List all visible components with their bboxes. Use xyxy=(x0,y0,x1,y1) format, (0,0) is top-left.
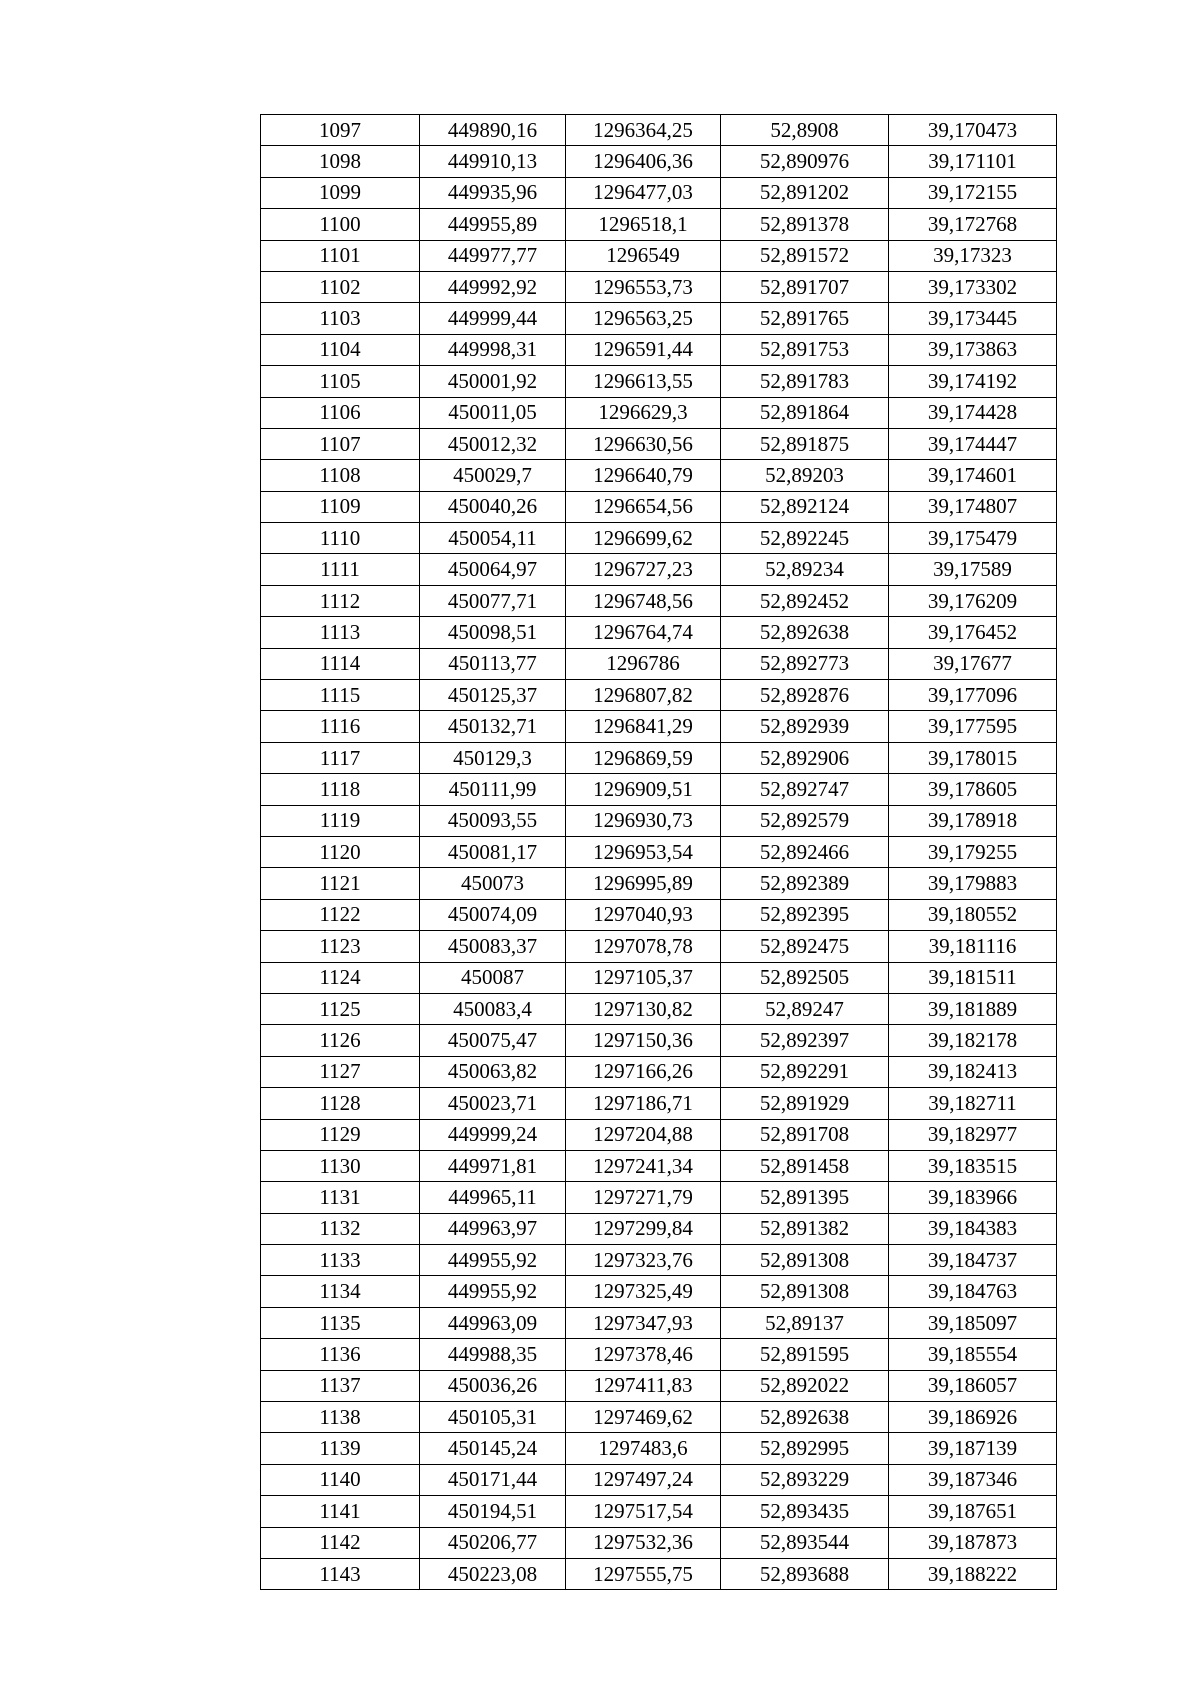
table-row xyxy=(261,899,1057,930)
latitude-cell: 52,892452 xyxy=(721,585,889,616)
table-row xyxy=(261,774,1057,805)
y-coordinate-cell: 1296364,25 xyxy=(566,115,721,146)
y-coordinate-cell: 1297105,37 xyxy=(566,962,721,993)
x-coordinate-cell: 450073 xyxy=(420,868,566,899)
x-coordinate-cell: 449910,13 xyxy=(420,146,566,177)
x-coordinate-cell: 449988,35 xyxy=(420,1339,566,1370)
point-number-cell: 1139 xyxy=(261,1433,420,1464)
table-row xyxy=(261,1558,1057,1589)
point-number-cell: 1125 xyxy=(261,993,420,1024)
coordinates-table-body xyxy=(261,115,1057,1590)
longitude-cell: 39,173445 xyxy=(889,303,1057,334)
table-row xyxy=(261,1088,1057,1119)
y-coordinate-cell: 1297378,46 xyxy=(566,1339,721,1370)
y-coordinate-cell: 1297532,36 xyxy=(566,1527,721,1558)
longitude-cell: 39,174428 xyxy=(889,397,1057,428)
point-number-cell: 1098 xyxy=(261,146,420,177)
longitude-cell: 39,187346 xyxy=(889,1464,1057,1495)
point-number-cell: 1108 xyxy=(261,460,420,491)
x-coordinate-cell: 450081,17 xyxy=(420,836,566,867)
longitude-cell: 39,17589 xyxy=(889,554,1057,585)
latitude-cell: 52,892638 xyxy=(721,617,889,648)
table-row xyxy=(261,1307,1057,1338)
longitude-cell: 39,177096 xyxy=(889,680,1057,711)
table-row xyxy=(261,303,1057,334)
latitude-cell: 52,891308 xyxy=(721,1245,889,1276)
longitude-cell: 39,182711 xyxy=(889,1088,1057,1119)
latitude-cell: 52,890976 xyxy=(721,146,889,177)
y-coordinate-cell: 1297517,54 xyxy=(566,1496,721,1527)
longitude-cell: 39,176209 xyxy=(889,585,1057,616)
longitude-cell: 39,184763 xyxy=(889,1276,1057,1307)
longitude-cell: 39,182413 xyxy=(889,1056,1057,1087)
longitude-cell: 39,181889 xyxy=(889,993,1057,1024)
x-coordinate-cell: 450129,3 xyxy=(420,742,566,773)
table-row xyxy=(261,1433,1057,1464)
y-coordinate-cell: 1297347,93 xyxy=(566,1307,721,1338)
point-number-cell: 1142 xyxy=(261,1527,420,1558)
point-number-cell: 1109 xyxy=(261,491,420,522)
point-number-cell: 1124 xyxy=(261,962,420,993)
table-row xyxy=(261,240,1057,271)
point-number-cell: 1143 xyxy=(261,1558,420,1589)
point-number-cell: 1106 xyxy=(261,397,420,428)
x-coordinate-cell: 450093,55 xyxy=(420,805,566,836)
latitude-cell: 52,891395 xyxy=(721,1182,889,1213)
longitude-cell: 39,185554 xyxy=(889,1339,1057,1370)
y-coordinate-cell: 1296909,51 xyxy=(566,774,721,805)
x-coordinate-cell: 449992,92 xyxy=(420,271,566,302)
longitude-cell: 39,173302 xyxy=(889,271,1057,302)
y-coordinate-cell: 1297130,82 xyxy=(566,993,721,1024)
point-number-cell: 1097 xyxy=(261,115,420,146)
y-coordinate-cell: 1297555,75 xyxy=(566,1558,721,1589)
longitude-cell: 39,172768 xyxy=(889,209,1057,240)
x-coordinate-cell: 450063,82 xyxy=(420,1056,566,1087)
x-coordinate-cell: 450011,05 xyxy=(420,397,566,428)
longitude-cell: 39,172155 xyxy=(889,177,1057,208)
table-row xyxy=(261,1213,1057,1244)
x-coordinate-cell: 450077,71 xyxy=(420,585,566,616)
latitude-cell: 52,892939 xyxy=(721,711,889,742)
y-coordinate-cell: 1296477,03 xyxy=(566,177,721,208)
table-row xyxy=(261,1402,1057,1433)
latitude-cell: 52,892395 xyxy=(721,899,889,930)
latitude-cell: 52,892475 xyxy=(721,931,889,962)
point-number-cell: 1136 xyxy=(261,1339,420,1370)
table-row xyxy=(261,680,1057,711)
y-coordinate-cell: 1296553,73 xyxy=(566,271,721,302)
latitude-cell: 52,892747 xyxy=(721,774,889,805)
x-coordinate-cell: 450206,77 xyxy=(420,1527,566,1558)
x-coordinate-cell: 450029,7 xyxy=(420,460,566,491)
latitude-cell: 52,891875 xyxy=(721,428,889,459)
table-row xyxy=(261,428,1057,459)
table-row xyxy=(261,648,1057,679)
y-coordinate-cell: 1296629,3 xyxy=(566,397,721,428)
latitude-cell: 52,892389 xyxy=(721,868,889,899)
table-row xyxy=(261,585,1057,616)
point-number-cell: 1120 xyxy=(261,836,420,867)
longitude-cell: 39,174807 xyxy=(889,491,1057,522)
point-number-cell: 1121 xyxy=(261,868,420,899)
table-row xyxy=(261,1496,1057,1527)
point-number-cell: 1131 xyxy=(261,1182,420,1213)
y-coordinate-cell: 1296518,1 xyxy=(566,209,721,240)
table-row xyxy=(261,868,1057,899)
y-coordinate-cell: 1297271,79 xyxy=(566,1182,721,1213)
x-coordinate-cell: 450012,32 xyxy=(420,428,566,459)
point-number-cell: 1126 xyxy=(261,1025,420,1056)
latitude-cell: 52,891308 xyxy=(721,1276,889,1307)
longitude-cell: 39,179255 xyxy=(889,836,1057,867)
y-coordinate-cell: 1296748,56 xyxy=(566,585,721,616)
point-number-cell: 1128 xyxy=(261,1088,420,1119)
longitude-cell: 39,188222 xyxy=(889,1558,1057,1589)
point-number-cell: 1104 xyxy=(261,334,420,365)
y-coordinate-cell: 1297469,62 xyxy=(566,1402,721,1433)
point-number-cell: 1101 xyxy=(261,240,420,271)
x-coordinate-cell: 450111,99 xyxy=(420,774,566,805)
point-number-cell: 1114 xyxy=(261,648,420,679)
y-coordinate-cell: 1297325,49 xyxy=(566,1276,721,1307)
y-coordinate-cell: 1297150,36 xyxy=(566,1025,721,1056)
table-row xyxy=(261,397,1057,428)
y-coordinate-cell: 1297483,6 xyxy=(566,1433,721,1464)
y-coordinate-cell: 1296563,25 xyxy=(566,303,721,334)
table-row xyxy=(261,617,1057,648)
x-coordinate-cell: 449955,92 xyxy=(420,1245,566,1276)
x-coordinate-cell: 449963,09 xyxy=(420,1307,566,1338)
longitude-cell: 39,180552 xyxy=(889,899,1057,930)
point-number-cell: 1102 xyxy=(261,271,420,302)
table-row xyxy=(261,1056,1057,1087)
point-number-cell: 1135 xyxy=(261,1307,420,1338)
x-coordinate-cell: 449955,92 xyxy=(420,1276,566,1307)
longitude-cell: 39,181511 xyxy=(889,962,1057,993)
longitude-cell: 39,17677 xyxy=(889,648,1057,679)
table-row xyxy=(261,366,1057,397)
table-row xyxy=(261,1527,1057,1558)
latitude-cell: 52,893688 xyxy=(721,1558,889,1589)
latitude-cell: 52,892291 xyxy=(721,1056,889,1087)
longitude-cell: 39,178015 xyxy=(889,742,1057,773)
table-row xyxy=(261,1276,1057,1307)
x-coordinate-cell: 449977,77 xyxy=(420,240,566,271)
table-row xyxy=(261,993,1057,1024)
longitude-cell: 39,187873 xyxy=(889,1527,1057,1558)
latitude-cell: 52,892638 xyxy=(721,1402,889,1433)
longitude-cell: 39,174192 xyxy=(889,366,1057,397)
latitude-cell: 52,891572 xyxy=(721,240,889,271)
x-coordinate-cell: 450223,08 xyxy=(420,1558,566,1589)
longitude-cell: 39,187651 xyxy=(889,1496,1057,1527)
point-number-cell: 1119 xyxy=(261,805,420,836)
point-number-cell: 1141 xyxy=(261,1496,420,1527)
latitude-cell: 52,892773 xyxy=(721,648,889,679)
table-row xyxy=(261,1370,1057,1401)
latitude-cell: 52,89203 xyxy=(721,460,889,491)
point-number-cell: 1115 xyxy=(261,680,420,711)
latitude-cell: 52,892876 xyxy=(721,680,889,711)
point-number-cell: 1118 xyxy=(261,774,420,805)
latitude-cell: 52,891382 xyxy=(721,1213,889,1244)
point-number-cell: 1105 xyxy=(261,366,420,397)
x-coordinate-cell: 449955,89 xyxy=(420,209,566,240)
x-coordinate-cell: 450074,09 xyxy=(420,899,566,930)
y-coordinate-cell: 1296764,74 xyxy=(566,617,721,648)
point-number-cell: 1116 xyxy=(261,711,420,742)
longitude-cell: 39,185097 xyxy=(889,1307,1057,1338)
x-coordinate-cell: 450083,4 xyxy=(420,993,566,1024)
x-coordinate-cell: 450113,77 xyxy=(420,648,566,679)
y-coordinate-cell: 1297186,71 xyxy=(566,1088,721,1119)
latitude-cell: 52,893544 xyxy=(721,1527,889,1558)
y-coordinate-cell: 1296630,56 xyxy=(566,428,721,459)
longitude-cell: 39,183515 xyxy=(889,1150,1057,1181)
x-coordinate-cell: 450098,51 xyxy=(420,617,566,648)
point-number-cell: 1112 xyxy=(261,585,420,616)
latitude-cell: 52,891753 xyxy=(721,334,889,365)
table-row xyxy=(261,1245,1057,1276)
longitude-cell: 39,17323 xyxy=(889,240,1057,271)
x-coordinate-cell: 450087 xyxy=(420,962,566,993)
point-number-cell: 1110 xyxy=(261,523,420,554)
latitude-cell: 52,891864 xyxy=(721,397,889,428)
latitude-cell: 52,89234 xyxy=(721,554,889,585)
table-row xyxy=(261,931,1057,962)
table-row xyxy=(261,1150,1057,1181)
table-row xyxy=(261,836,1057,867)
table-row xyxy=(261,962,1057,993)
x-coordinate-cell: 450083,37 xyxy=(420,931,566,962)
latitude-cell: 52,892124 xyxy=(721,491,889,522)
latitude-cell: 52,893435 xyxy=(721,1496,889,1527)
y-coordinate-cell: 1296786 xyxy=(566,648,721,679)
point-number-cell: 1138 xyxy=(261,1402,420,1433)
y-coordinate-cell: 1296869,59 xyxy=(566,742,721,773)
point-number-cell: 1100 xyxy=(261,209,420,240)
table-row xyxy=(261,1182,1057,1213)
y-coordinate-cell: 1296995,89 xyxy=(566,868,721,899)
y-coordinate-cell: 1297204,88 xyxy=(566,1119,721,1150)
x-coordinate-cell: 450105,31 xyxy=(420,1402,566,1433)
latitude-cell: 52,891765 xyxy=(721,303,889,334)
x-coordinate-cell: 449963,97 xyxy=(420,1213,566,1244)
longitude-cell: 39,184383 xyxy=(889,1213,1057,1244)
table-row xyxy=(261,1119,1057,1150)
point-number-cell: 1137 xyxy=(261,1370,420,1401)
longitude-cell: 39,177595 xyxy=(889,711,1057,742)
point-number-cell: 1134 xyxy=(261,1276,420,1307)
x-coordinate-cell: 450171,44 xyxy=(420,1464,566,1495)
y-coordinate-cell: 1296841,29 xyxy=(566,711,721,742)
longitude-cell: 39,174447 xyxy=(889,428,1057,459)
x-coordinate-cell: 450132,71 xyxy=(420,711,566,742)
table-row xyxy=(261,742,1057,773)
point-number-cell: 1123 xyxy=(261,931,420,962)
y-coordinate-cell: 1296406,36 xyxy=(566,146,721,177)
x-coordinate-cell: 449998,31 xyxy=(420,334,566,365)
longitude-cell: 39,181116 xyxy=(889,931,1057,962)
longitude-cell: 39,179883 xyxy=(889,868,1057,899)
longitude-cell: 39,182977 xyxy=(889,1119,1057,1150)
x-coordinate-cell: 450054,11 xyxy=(420,523,566,554)
point-number-cell: 1133 xyxy=(261,1245,420,1276)
table-row xyxy=(261,334,1057,365)
x-coordinate-cell: 449971,81 xyxy=(420,1150,566,1181)
x-coordinate-cell: 449965,11 xyxy=(420,1182,566,1213)
point-number-cell: 1132 xyxy=(261,1213,420,1244)
latitude-cell: 52,892466 xyxy=(721,836,889,867)
y-coordinate-cell: 1296640,79 xyxy=(566,460,721,491)
y-coordinate-cell: 1296654,56 xyxy=(566,491,721,522)
y-coordinate-cell: 1296807,82 xyxy=(566,680,721,711)
longitude-cell: 39,178605 xyxy=(889,774,1057,805)
table-row xyxy=(261,711,1057,742)
coordinates-table xyxy=(260,114,1057,1590)
table-row xyxy=(261,460,1057,491)
point-number-cell: 1111 xyxy=(261,554,420,585)
latitude-cell: 52,891929 xyxy=(721,1088,889,1119)
longitude-cell: 39,184737 xyxy=(889,1245,1057,1276)
y-coordinate-cell: 1297166,26 xyxy=(566,1056,721,1087)
point-number-cell: 1103 xyxy=(261,303,420,334)
latitude-cell: 52,89247 xyxy=(721,993,889,1024)
table-row xyxy=(261,115,1057,146)
table-row xyxy=(261,805,1057,836)
latitude-cell: 52,891202 xyxy=(721,177,889,208)
table-row xyxy=(261,523,1057,554)
y-coordinate-cell: 1297323,76 xyxy=(566,1245,721,1276)
latitude-cell: 52,892505 xyxy=(721,962,889,993)
y-coordinate-cell: 1296613,55 xyxy=(566,366,721,397)
latitude-cell: 52,891458 xyxy=(721,1150,889,1181)
y-coordinate-cell: 1296699,62 xyxy=(566,523,721,554)
longitude-cell: 39,170473 xyxy=(889,115,1057,146)
table-row xyxy=(261,554,1057,585)
x-coordinate-cell: 450064,97 xyxy=(420,554,566,585)
y-coordinate-cell: 1297497,24 xyxy=(566,1464,721,1495)
point-number-cell: 1130 xyxy=(261,1150,420,1181)
longitude-cell: 39,186057 xyxy=(889,1370,1057,1401)
longitude-cell: 39,182178 xyxy=(889,1025,1057,1056)
x-coordinate-cell: 450036,26 xyxy=(420,1370,566,1401)
longitude-cell: 39,173863 xyxy=(889,334,1057,365)
longitude-cell: 39,175479 xyxy=(889,523,1057,554)
x-coordinate-cell: 449999,44 xyxy=(420,303,566,334)
point-number-cell: 1127 xyxy=(261,1056,420,1087)
latitude-cell: 52,891378 xyxy=(721,209,889,240)
y-coordinate-cell: 1297078,78 xyxy=(566,931,721,962)
latitude-cell: 52,892579 xyxy=(721,805,889,836)
y-coordinate-cell: 1297411,83 xyxy=(566,1370,721,1401)
point-number-cell: 1122 xyxy=(261,899,420,930)
point-number-cell: 1113 xyxy=(261,617,420,648)
longitude-cell: 39,176452 xyxy=(889,617,1057,648)
latitude-cell: 52,891708 xyxy=(721,1119,889,1150)
y-coordinate-cell: 1297299,84 xyxy=(566,1213,721,1244)
table-row xyxy=(261,1025,1057,1056)
x-coordinate-cell: 450023,71 xyxy=(420,1088,566,1119)
x-coordinate-cell: 450040,26 xyxy=(420,491,566,522)
table-row xyxy=(261,146,1057,177)
x-coordinate-cell: 450001,92 xyxy=(420,366,566,397)
longitude-cell: 39,187139 xyxy=(889,1433,1057,1464)
x-coordinate-cell: 450075,47 xyxy=(420,1025,566,1056)
point-number-cell: 1129 xyxy=(261,1119,420,1150)
y-coordinate-cell: 1296953,54 xyxy=(566,836,721,867)
x-coordinate-cell: 449935,96 xyxy=(420,177,566,208)
y-coordinate-cell: 1296727,23 xyxy=(566,554,721,585)
longitude-cell: 39,183966 xyxy=(889,1182,1057,1213)
latitude-cell: 52,893229 xyxy=(721,1464,889,1495)
x-coordinate-cell: 450125,37 xyxy=(420,680,566,711)
x-coordinate-cell: 449890,16 xyxy=(420,115,566,146)
latitude-cell: 52,891595 xyxy=(721,1339,889,1370)
latitude-cell: 52,891783 xyxy=(721,366,889,397)
table-row xyxy=(261,209,1057,240)
latitude-cell: 52,891707 xyxy=(721,271,889,302)
y-coordinate-cell: 1296591,44 xyxy=(566,334,721,365)
longitude-cell: 39,174601 xyxy=(889,460,1057,491)
table-row xyxy=(261,177,1057,208)
x-coordinate-cell: 449999,24 xyxy=(420,1119,566,1150)
latitude-cell: 52,892022 xyxy=(721,1370,889,1401)
table-row xyxy=(261,271,1057,302)
point-number-cell: 1117 xyxy=(261,742,420,773)
latitude-cell: 52,892397 xyxy=(721,1025,889,1056)
point-number-cell: 1140 xyxy=(261,1464,420,1495)
point-number-cell: 1107 xyxy=(261,428,420,459)
latitude-cell: 52,89137 xyxy=(721,1307,889,1338)
table-row xyxy=(261,491,1057,522)
table-row xyxy=(261,1339,1057,1370)
longitude-cell: 39,178918 xyxy=(889,805,1057,836)
latitude-cell: 52,8908 xyxy=(721,115,889,146)
point-number-cell: 1099 xyxy=(261,177,420,208)
y-coordinate-cell: 1297040,93 xyxy=(566,899,721,930)
y-coordinate-cell: 1296549 xyxy=(566,240,721,271)
longitude-cell: 39,171101 xyxy=(889,146,1057,177)
latitude-cell: 52,892995 xyxy=(721,1433,889,1464)
longitude-cell: 39,186926 xyxy=(889,1402,1057,1433)
y-coordinate-cell: 1296930,73 xyxy=(566,805,721,836)
table-row xyxy=(261,1464,1057,1495)
latitude-cell: 52,892245 xyxy=(721,523,889,554)
x-coordinate-cell: 450194,51 xyxy=(420,1496,566,1527)
x-coordinate-cell: 450145,24 xyxy=(420,1433,566,1464)
y-coordinate-cell: 1297241,34 xyxy=(566,1150,721,1181)
latitude-cell: 52,892906 xyxy=(721,742,889,773)
